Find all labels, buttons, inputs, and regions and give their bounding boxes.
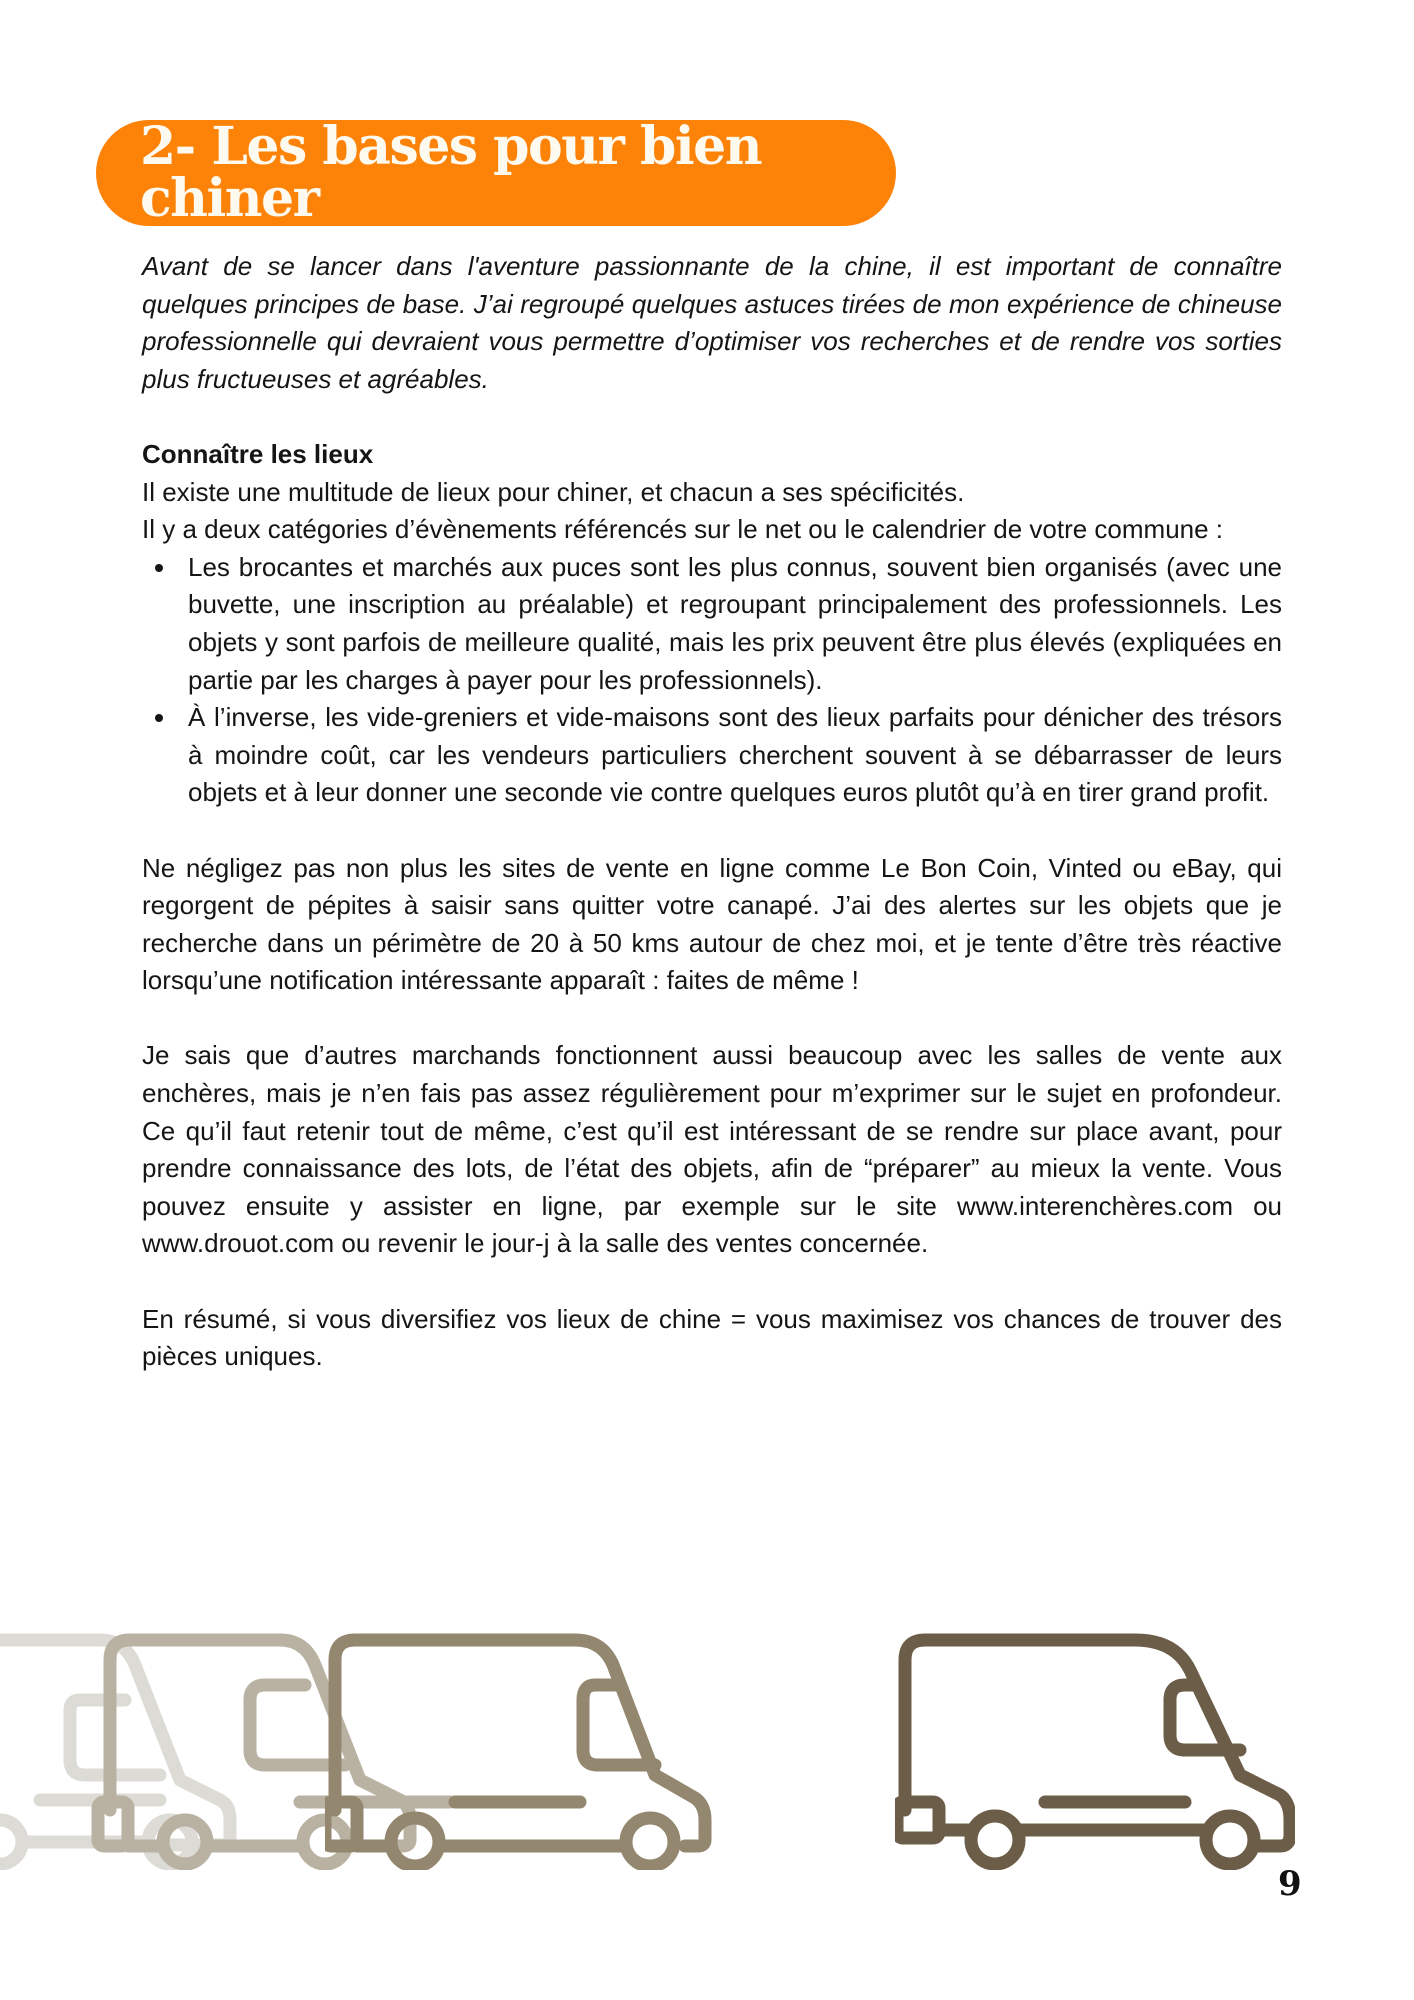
page-title: 2- Les bases pour bien chiner: [140, 116, 762, 229]
section-line-2: Il y a deux catégories d’évènements référencés sur le net ou le calendrier de votre commune :: [142, 514, 1224, 545]
online-paragraph: Ne négligez pas non plus les sites de vente en ligne comme Le Bon Coin, Vinted ou eBay, qui regorgent de pépites à saisir sans quitter votre canapé. J’ai des alertes sur les objets que je recherche dans un périmètre de 20 à 50 kms autour de chez moi, et je tente d’être très réactive lorsqu’une notification intéressante apparaît : faites de même !: [142, 852, 1282, 996]
body-content: [142, 248, 1282, 1376]
intro-paragraph: Avant de se lancer dans l'aventure passionnante de la chine, il est important de connaître quelques principes de base. J’ai regroupé quelques astuces tirées de mon expérience de chineuse professionnelle qui devraient vous permettre d’optimiser vos recherches et de rendre vos sorties plus fructueuses et agréables.: [142, 251, 1282, 394]
auctions-paragraph: Je sais que d’autres marchands fonctionnent aussi beaucoup avec les salles de vente aux enchères, mais je n’en fais pas assez régulièrement pour m’exprimer sur le sujet en profondeur. Ce qu’il faut retenir tout de même, c’est qu’il est intéressant de se rendre sur place avant, pour prendre connaissance des lots, de l’état des objets, afin de “préparer” au mieux la vente. Vous pouvez ensuite y assister en ligne, par exemple sur le site www.interenchères.com ou www.drouot.com ou revenir le jour-j à la salle des ventes concernée.: [142, 1040, 1282, 1259]
list-item: À l’inverse, les vide-greniers et vide-maisons sont des lieux parfaits pour dénicher des trésors à moindre coût, car les vendeurs particuliers cherchent souvent à se débarrasser de leurs objets et à leur donner une seconde vie contre quelques euros plutôt qu’à en tirer grand profit.: [188, 699, 1282, 812]
bullet-icon: [155, 714, 163, 722]
section-heading: Connaître les lieux: [142, 438, 374, 469]
spacer: [142, 812, 1282, 850]
section-title-banner: [96, 116, 896, 229]
spacer: [142, 1000, 1282, 1038]
bullet-list: [142, 549, 1282, 812]
van-icon: [895, 1630, 1295, 1870]
spacer: [142, 398, 1282, 436]
page-number: 9: [1278, 1864, 1302, 1904]
van-icon: [325, 1630, 725, 1870]
list-item: Les brocantes et marchés aux puces sont les plus connus, souvent bien organisés (avec une buvette, une inscription au préalable) et regroupant principalement des professionnels. Les objets y sont parfois de meilleure qualité, mais les prix peuvent être plus élevés (expliquées en partie par les charges à payer pour les professionnels).: [188, 549, 1282, 699]
bullet-icon: [155, 564, 163, 572]
spacer: [142, 1263, 1282, 1301]
van-illustration: [0, 1630, 1414, 1890]
summary-paragraph: En résumé, si vous diversifiez vos lieux de chine = vous maximisez vos chances de trouver des pièces uniques.: [142, 1303, 1282, 1372]
section-line-1: Il existe une multitude de lieux pour chiner, et chacun a ses spécificités.: [142, 476, 965, 507]
